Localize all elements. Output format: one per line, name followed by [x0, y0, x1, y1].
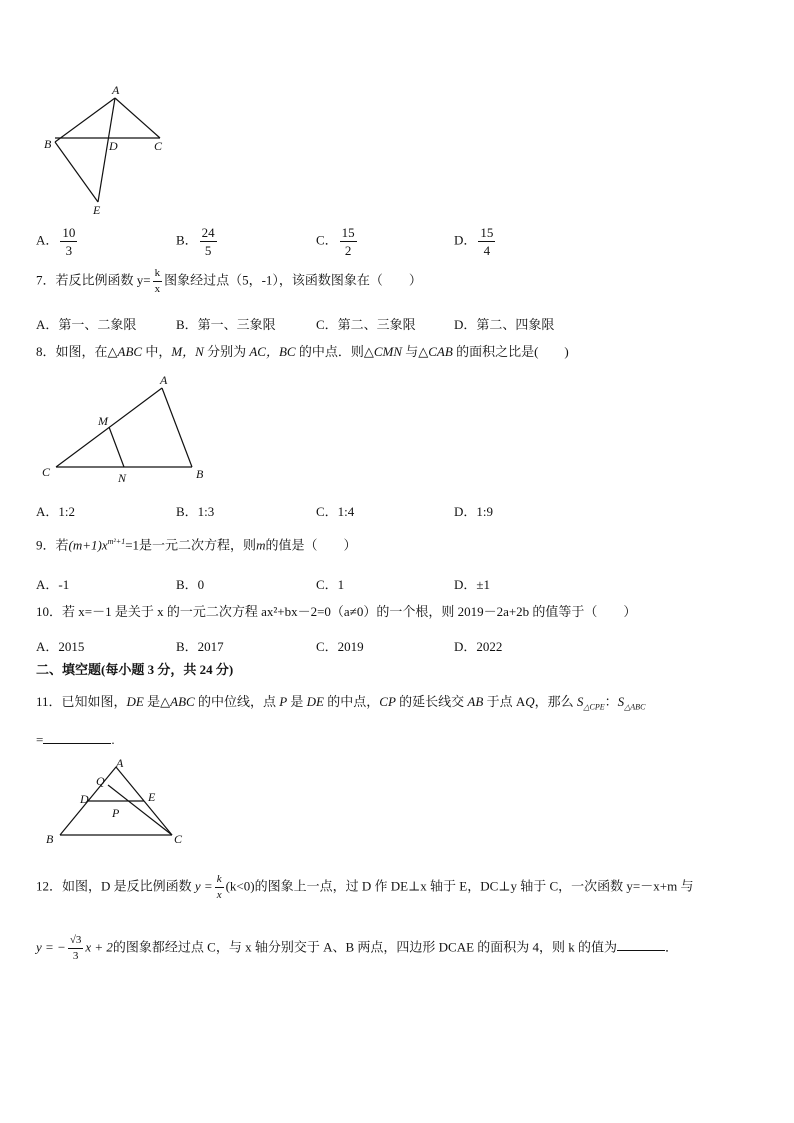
- q6-option-a: A． $\frac{10}{3}$: [36, 225, 76, 258]
- q6-option-b: B． $\frac{24}{5}$: [176, 225, 215, 258]
- q8-label-m: M: [98, 414, 108, 428]
- q8-option-c: C．1:4: [316, 504, 355, 519]
- q6-label-e: E: [93, 203, 101, 217]
- q8-option-a: A．1:2: [36, 504, 76, 519]
- q6-option-c: C． $\frac{15}{2}$: [316, 225, 355, 258]
- q7-stem: 7．若反比例函数 y= $\frac{k}{x}$ 图象经过点（5，-1），该函数图象在（ ）: [36, 267, 422, 295]
- q11-label-p: P: [112, 806, 120, 820]
- q11-answer-blank[interactable]: [43, 731, 111, 744]
- q11-label-c: C: [174, 832, 183, 846]
- q11-label-a: A: [116, 756, 124, 770]
- q6-label-d: D: [109, 139, 118, 153]
- q11-figure: [40, 755, 190, 850]
- q9-option-d: D．±1: [454, 577, 491, 592]
- q12-stem-line1: 12．如图，D 是反比例函数 y = $\frac{k}{x}$ (k<0)的图象上一点，过 D 作 DE⊥x 轴于 E，DC⊥y 轴于 C，一次函数 y=－x+m 与: [36, 873, 694, 901]
- q8-label-c: C: [42, 465, 51, 479]
- q12-answer-blank[interactable]: [617, 938, 665, 951]
- q7-option-b: B．第一、三象限: [176, 317, 276, 332]
- q10-option-a: A．2015: [36, 639, 85, 654]
- q7-option-a: A．第一、二象限: [36, 317, 137, 332]
- q11-label-q: Q: [96, 774, 105, 788]
- q6-option-d: D． $\frac{15}{4}$: [454, 225, 494, 258]
- q10-option-c: C．2019: [316, 639, 364, 654]
- q8-label-b: B: [196, 467, 204, 481]
- q11-label-b: B: [46, 832, 54, 846]
- q12-stem-line2: y = − $\frac{√3}{3}$ x + 2的图象都经过点 C，与 x 轴分别交于 A、B 两点，四边形 DCAE 的面积为 4，则 k 的值为 ．: [36, 934, 679, 962]
- q8-stem: 8．如图，在△ABC 中，M，N 分别为 AC，BC 的中点．则△CMN 与△CAB 的面积之比是( ): [36, 344, 569, 359]
- q8-figure: [36, 370, 216, 488]
- section-2-title: 二、填空题(每小题 3 分，共 24 分): [36, 662, 234, 677]
- q8-option-d: D．1:9: [454, 504, 494, 519]
- q11-label-e: E: [148, 790, 156, 804]
- q10-option-b: B．2017: [176, 639, 224, 654]
- q8-label-n: N: [118, 471, 127, 485]
- q9-option-c: C．1: [316, 577, 345, 592]
- q11-stem: 11．已知如图，DE 是△ABC 的中位线，点 P 是 DE 的中点，CP 的延长线交 AB 于点 AQ，那么 $S_{\triangle CPE}$：$S_{\triangle ABC}$: [36, 694, 646, 712]
- q10-stem: 10．若 x=－1 是关于 x 的一元二次方程 ax²+bx－2=0（a≠0）的一个根，则 2019－2a+2b 的值等于（ ）: [36, 604, 637, 619]
- q8-label-a: A: [160, 373, 168, 387]
- q7-option-d: D．第二、四象限: [454, 317, 555, 332]
- q6-label-c: C: [154, 139, 163, 153]
- q6-label-b: B: [44, 137, 52, 151]
- q9-option-a: A．-1: [36, 577, 70, 592]
- q8-option-b: B．1:3: [176, 504, 215, 519]
- q10-option-d: D．2022: [454, 639, 503, 654]
- q7-option-c: C．第二、三象限: [316, 317, 416, 332]
- q11-answer-line: = .: [36, 732, 115, 747]
- q6-figure: [40, 80, 180, 220]
- q9-stem: 9．若$(m+1)x^{m^2+1}=1$是一元二次方程，则m的值是（ ）: [36, 537, 357, 553]
- q11-label-d: D: [80, 792, 89, 806]
- q6-label-a: A: [112, 83, 120, 97]
- q9-option-b: B．0: [176, 577, 205, 592]
